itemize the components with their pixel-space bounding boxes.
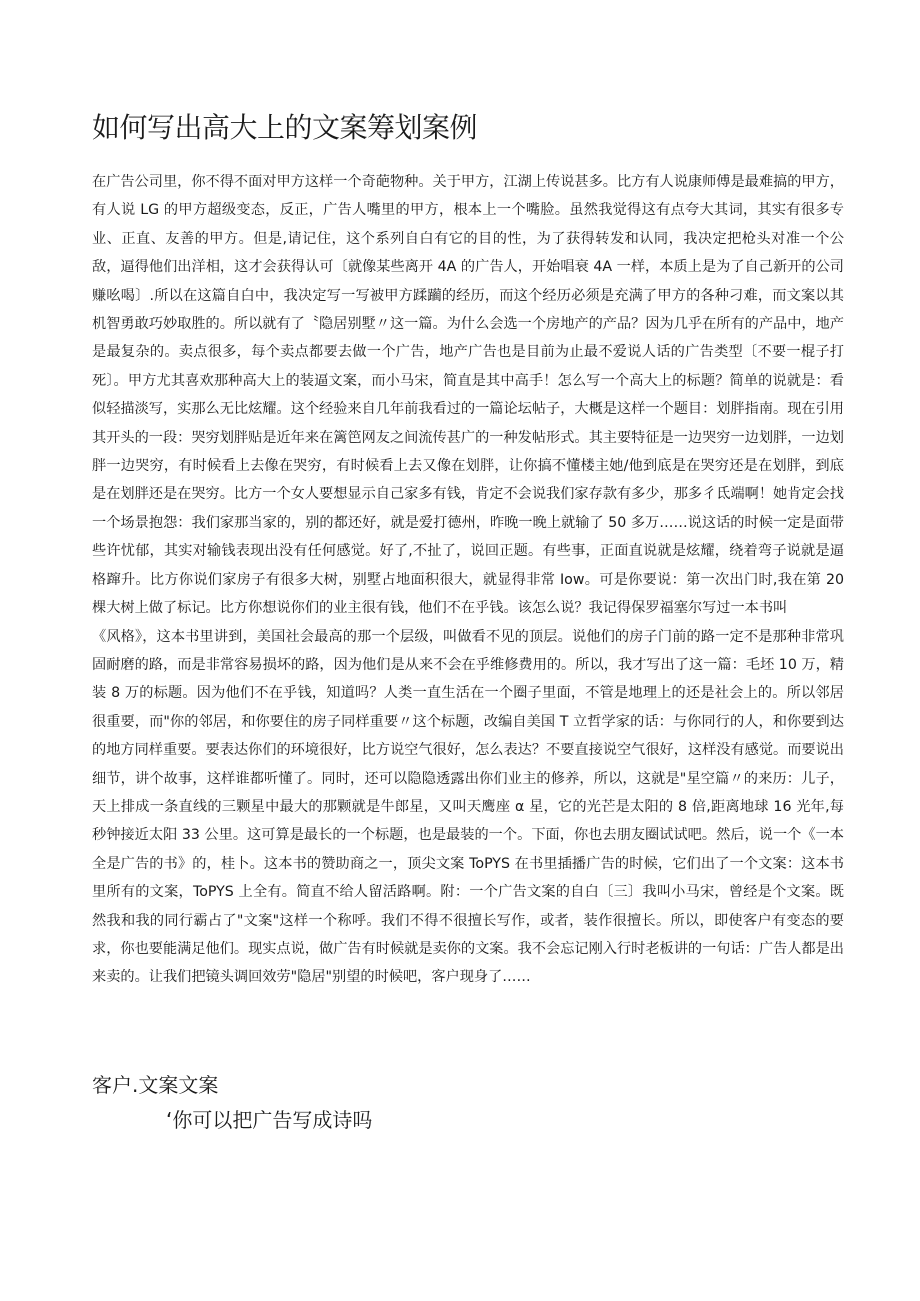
section-heading: 客户.文案文案 bbox=[92, 1073, 219, 1097]
quote-line: ‘你可以把广告写成诗吗 bbox=[166, 1108, 373, 1132]
article-body bbox=[92, 168, 844, 992]
body-paragraph-2: 《风格》，这本书里讲到，美国社会最高的那一个层级，叫做看不见的顶层。说他们的房子门前的路一定不是那种非常巩固耐磨的路，而是非常容易损坏的路，因为他们是从来不会在乎维修费用的。所以，我才写出了这一篇：毛坯 10 万，精装 8 万的标题。因为他们不在乎钱，知道吗？人类一直生活在一个圈子里面，不管是地理上的还是社会上的。所以邻居很重要，而"你的邻居，和你要住的房子同样重要〃这个标题，改编自美国 T 立哲学家的话：与你同行的人，和你要到达的地方同样重要。要表达你们的环境很好，比方说空气很好，怎么表达？不要直接说空气很好，这样没有感觉。而要说出细节，讲个故事，这样谁都听懂了。同时，还可以隐隐透露出你们业主的修养，所以，这就是"星空篇〃的来历：儿子，天上排成一条直线的三颗星中最大的那颗就是牛郎星，又叫天鹰座 α 星，它的光芒是太阳的 8 倍,距离地球 16 光年,每秒钟接近太阳 33 公里。这可算是最长的一个标题，也是最装的一个。下面，你也去朋友圈试试吧。然后，说一个《一本全是广告的书》的，桂卜。这本书的赞助商之一，顶尖文案 ToPYS 在书里插播广告的时候，它们出了一个文案：这本书里所有的文案，ToPYS 上全有。简直不给人留活路啊。附：一个广告文案的自白〔三〕我叫小马宋，曾经是个文案。既然我和我的同行霸占了"文案"这样一个称呼。我们不得不很擅长写作，或者，装作很擅长。所以，即使客户有变态的要求，你也要能满足他们。现实点说，做广告有时候就是卖你的文案。我不会忘记刚入行时老板讲的一句话：广告人都是出来卖的。让我们把镜头调回效劳"隐居"别望的时候吧，客户现身了…… bbox=[92, 628, 844, 986]
document-title: 如何写出高大上的文案筹划案例 bbox=[92, 111, 478, 144]
body-paragraph-1: 在广告公司里，你不得不面对甲方这样一个奇葩物种。关于甲方，江湖上传说甚多。比方有人说康师傅是最难搞的甲方，有人说 LG 的甲方超级变态，反正，广告人嘴里的甲方，根本上一个嘴脸。虽然我觉得这有点夸大其词，其实有很多专业、正直、友善的甲方。但是,请记住，这个系列自白有它的目的性，为了获得转发和认同，我决定把枪头对准一个公敌，逼得他们出洋相，这才会获得认可〔就像某些离开 4A 的广告人，开始唱衰 4A 一样，本质上是为了自己新开的公司赚吆喝〕.所以在这篇自白中，我决定写一写被甲方蹂躏的经历，而这个经历必须是充满了甲方的各种刁难，而文案以其机智勇敢巧妙取胜的。所以就有了〝隐居别墅〃这一篇。为什么会选一个房地产的产品？因为几乎在所有的产品中，地产是最复杂的。卖点很多，每个卖点都要去做一个广告，地产广告也是目前为止最不爱说人话的广告类型〔不要一棍子打死〕。甲方尤其喜欢那种高大上的装逼文案，而小马宋，简直是其中高手！怎么写一个高大上的标题？简单的说就是：看似轻描淡写，实那么无比炫耀。这个经验来自几年前我看过的一篇论坛帖子，大概是这样一个题目：划胖指南。现在引用其开头的一段：哭穷划胖贴是近年来在篱笆网友之间流传甚广的一种发帖形式。其主要特征是一边哭穷一边划胖，一边划胖一边哭穷，有时候看上去像在哭穷，有时候看上去又像在划胖，让你搞不懂楼主她/他到底是在哭穷还是在划胖，到底是在划胖还是在哭穷。比方一个女人要想显示自己家多有钱，肯定不会说我们家存款有多少，那多彳氐端啊！她肯定会找一个场景抱怨：我们家那当家的，别的都还好，就是爱打德州，昨晚一晚上就输了 50 多万……说这话的时候一定是面带些许忧郁，其实对输钱表现出没有任何感觉。好了,不扯了，说回正题。有些事，正面直说就是炫耀，绕着弯子说就是逼格蹿升。比方你说们家房子有很多大树，别墅占地面积很大，就显得非常 Iow。可是你要说：第一次出门时,我在第 20 棵大树上做了标记。比方你想说你们的业主很有钱，他们不在乎钱。该怎么说？我记得保罗福塞尔写过一本书叫 bbox=[92, 174, 844, 617]
